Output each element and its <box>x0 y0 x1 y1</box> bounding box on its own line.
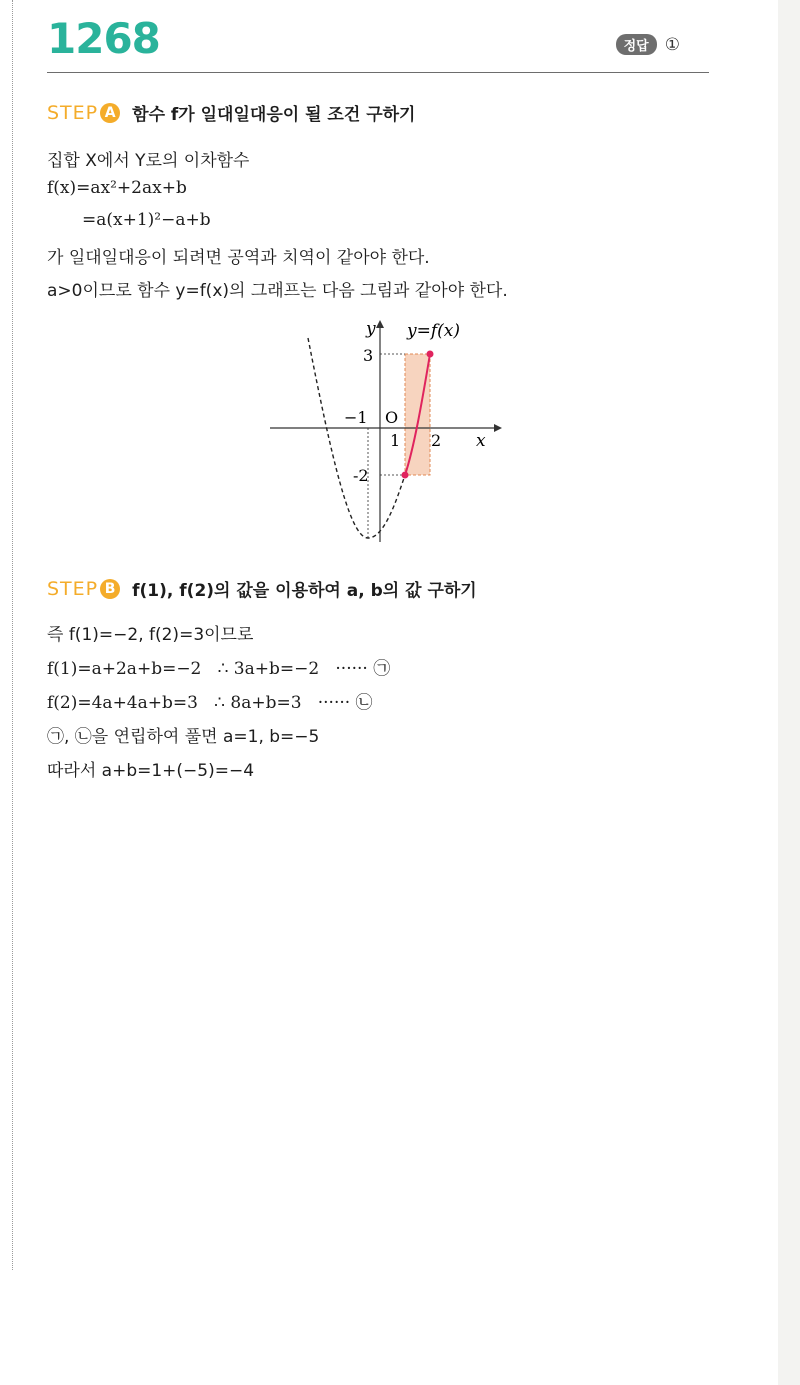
answer-area <box>616 34 680 55</box>
step-b-letter: B <box>100 579 120 599</box>
tick-minus-1: −1 <box>344 408 368 427</box>
header-divider <box>47 72 709 73</box>
body-a-line-2: f(x)=ax²+2ax+b <box>47 178 187 198</box>
body-b-line-4: ㉠, ㉡을 연립하여 풀면 a=1, b=−5 <box>47 727 320 747</box>
body-a-line-4: 가 일대일대응이 되려면 공역과 치역이 같아야 한다. <box>47 248 430 268</box>
body-b-line-5: 따라서 a+b=1+(−5)=−4 <box>47 761 255 781</box>
step-b-title: f(1), f(2)의 값을 이용하여 a, b의 값 구하기 <box>132 581 477 601</box>
body-b-line-1: 즉 f(1)=−2, f(2)=3이므로 <box>47 625 254 645</box>
margin-guide <box>12 0 13 1270</box>
answer-badge: 정답 <box>616 34 657 55</box>
body-a-line-5: a>0이므로 함수 y=f(x)의 그래프는 다음 그림과 같아야 한다. <box>47 281 508 301</box>
problem-number: 1268 <box>47 14 160 63</box>
step-a-title: 함수 f가 일대일대응이 될 조건 구하기 <box>132 105 416 125</box>
step-b-heading <box>47 576 477 601</box>
point-2-3 <box>427 351 434 358</box>
x-axis-arrow <box>494 424 502 432</box>
tick-3: 3 <box>363 346 374 365</box>
step-a-heading <box>47 100 415 125</box>
y-axis-arrow <box>376 320 384 328</box>
y-axis-label: y <box>366 319 376 339</box>
step-b-word: STEP <box>47 577 99 600</box>
step-a-word: STEP <box>47 101 99 124</box>
parabola-graph <box>262 310 502 550</box>
tick-minus-2: -2 <box>353 466 369 485</box>
answer-value: ① <box>664 34 680 55</box>
tick-1: 1 <box>390 431 401 450</box>
x-axis-label: x <box>476 431 486 451</box>
origin-label: O <box>385 408 399 427</box>
body-a-line-1: 집합 X에서 Y로의 이차함수 <box>47 151 250 171</box>
point-1-m2 <box>402 472 409 479</box>
body-b-line-3: f(2)=4a+4a+b=3 ∴ 8a+b=3 ······ ㉡ <box>47 693 373 713</box>
body-a-line-3: =a(x+1)²−a+b <box>82 210 211 230</box>
body-b-line-2: f(1)=a+2a+b=−2 ∴ 3a+b=−2 ······ ㉠ <box>47 659 391 679</box>
tick-2: 2 <box>431 431 442 450</box>
curve-label: y=f(x) <box>407 321 460 341</box>
step-a-letter: A <box>100 103 120 123</box>
